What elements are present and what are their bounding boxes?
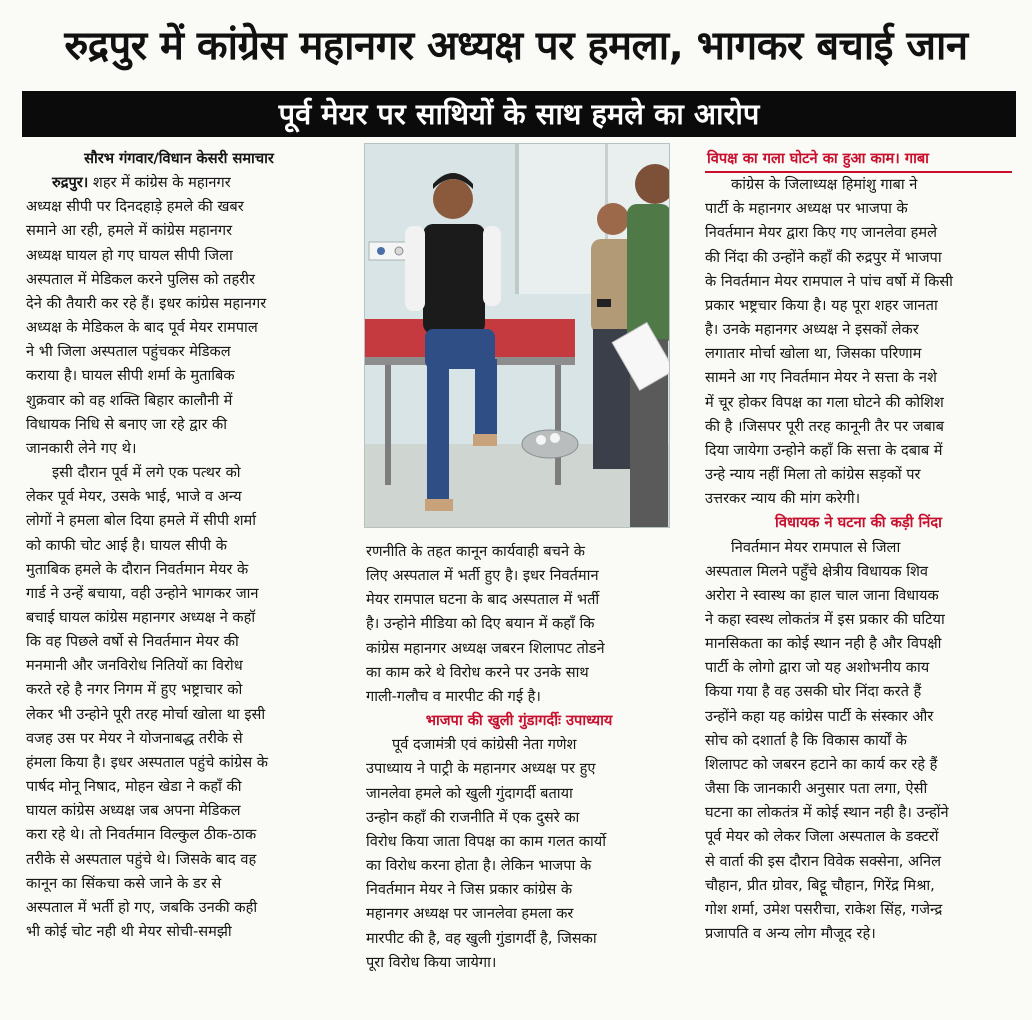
col3-line: लगातार मोर्चा खोला था, जिसका परिणाम (705, 345, 922, 363)
col1-line: करा रहे थे। तो निवर्तमान विल्कुल ठीक-ठाक (26, 826, 257, 844)
col1-line: विधायक निधि से बनाए जा रहे द्वार की (26, 415, 228, 433)
col1-line: बचाई घायल कांग्रेस महानगर अध्यक्ष ने कहॉ (26, 608, 256, 626)
col3-line: प्रजापति व अन्य लोग मौजूद रहे। (705, 925, 876, 942)
col2-line: लिए अस्पताल में भर्ती हुए है। इधर निवर्तमान (366, 567, 599, 585)
col1-line: गार्ड ने उन्हें बचाया, वही उन्होने भागकर जान (26, 584, 259, 602)
col1-line: घायल कांग्रेस अध्यक्ष जब अपना मेडिकल (26, 802, 241, 820)
col1-line: अस्पताल में भर्ती हो गए, जबकि उनकी कही (26, 898, 258, 916)
col3-line: से वार्ता की इस दौरान विवेक सक्सेना, अनिल (705, 852, 941, 870)
col1-line: अध्यक्ष के मेडिकल के बाद पूर्व मेयर रामपाल (26, 319, 258, 337)
col3-line: जैसा कि जानकारी अनुसार पता लगा, ऐसी (705, 780, 928, 798)
col3-line: पार्टी के महानगर अध्यक्ष पर भाजपा के (705, 200, 908, 218)
col1-line: अध्यक्ष सीपी पर दिनदहाड़े हमले की खबर (26, 198, 244, 216)
col1-line: कि वह पिछले वर्षो से निवर्तमान मेयर की (26, 633, 239, 651)
col3-line: अरोरा ने स्वास्थ का हाल चाल जाना विधायक (705, 586, 939, 604)
article-column-2 (366, 540, 672, 975)
col3-line: सामने आ गए निवर्तमान मेयर ने सत्ता के नशे (705, 369, 937, 387)
col1-line: को काफी चोट आई है। घायल सीपी के (26, 536, 227, 554)
dateline: रुद्रपुर। (52, 174, 89, 192)
col2-line: जानलेवा हमले को खुली गुंदागर्दी बताया (366, 784, 573, 802)
col2-line: पूर्व दजामंत्री एवं कांग्रेसी नेता गणेश (392, 736, 577, 754)
col1-line: कानून का सिंकचा कसे जाने के डर से (26, 874, 222, 892)
col1-line: भी कोई चोट नही थी मेयर सोची-समझी (26, 923, 232, 940)
col3-line: शिलापट को जबरन हटाने का कार्य कर रहे हैं (705, 755, 938, 773)
col1-line: लेकर भी उन्होने पूरी तरह मोर्चा खोला था इसी (26, 705, 266, 723)
col1-line: तरीके से अस्पताल पहुंचे थे। जिसके बाद वह (26, 850, 257, 868)
col3-line: कांग्रेस के जिलाध्यक्ष हिमांशु गाबा ने (731, 176, 918, 194)
col3-line: की है ।जिसपर पूरी तरह कानूनी तैर पर जबाब (705, 417, 944, 435)
col1-line: रुद्रपुर। शहर में कांग्रेस के महानगर (52, 174, 231, 192)
col2-line: उन्होन कहाँ की राजनीति में एक दुसरे का (366, 808, 580, 826)
col2-line: विरोध किया जाता विपक्ष का काम गलत कार्यो (366, 832, 607, 850)
col2-line: निवर्तमान मेयर ने जिस प्रकार कांग्रेस के (366, 881, 573, 899)
col1-line: मुताबिक हमले के दौरान निवर्तमान मेयर के (26, 560, 249, 578)
col3-line: उन्होंने कहा यह कांग्रेस पार्टी के संस्कार और (705, 707, 934, 725)
col2-line: रणनीति के तहत कानून कार्यवाही बचने के (366, 543, 585, 560)
subhead-mla: विधायक ने घटना की कड़ी निंदा (775, 514, 942, 532)
col2-line: महानगर अध्यक्ष पर जानलेवा हमला कर (366, 905, 574, 923)
col1-line: वजह उस पर मेयर ने योजनाबद्ध तरीके से (26, 729, 243, 747)
col1-line: ने भी जिला अस्पताल पहुंचकर मेडिकल (26, 343, 231, 361)
news-photo (364, 143, 670, 528)
col1-line: लेकर पूर्व मेयर, उसके भाई, भाजे व अन्य (26, 488, 242, 506)
col3-line: की निंदा की उन्होंने कहाँ की रुद्रपुर में भाजपा (705, 248, 942, 266)
subhead-upadhyay: भाजपा की खुली गुंडागर्दीः उपाध्याय (425, 712, 613, 730)
col1-line: अध्यक्ष घायल हो गए घायल सीपी जिला (26, 246, 233, 264)
subheadline-bar: पूर्व मेयर पर साथियों के साथ हमले का आरोप (22, 91, 1016, 137)
col2-line: मेयर रामपाल घटना के बाद अस्पताल में भर्ती (366, 591, 600, 609)
byline: सौरभ गंगवार/विधान केसरी समाचार (84, 150, 274, 167)
col3-line: पार्टी के लोगो द्वारा जो यह अशोभनीय काय (705, 659, 930, 677)
col3-line: मानसिकता का कोई स्थान नही है और विपक्षी (705, 635, 942, 653)
col2-line: गाली-गलौच व मारपीट की गई है। (366, 687, 541, 705)
col3-line: में चूर होकर विपक्ष का गला घोटने की कोशिश (705, 393, 944, 411)
col2-line: है। उन्होने मीडिया को दिए बयान में कहाँ कि (366, 615, 595, 633)
hospital-scene-illustration (365, 144, 670, 528)
col1-line: कराया है। घायल सीपी शर्मा के मुताबिक (26, 367, 235, 385)
col3-line: पूर्व मेयर को लेकर जिला अस्पताल के डक्टरों (705, 828, 939, 846)
col2-line: उपाध्याय ने पाट्री के महानगर अध्यक्ष पर हुए (366, 760, 596, 778)
subhead-gaba: विपक्ष का गला घोटने का हुआ काम। गाबा (705, 147, 1012, 173)
col1-line: अस्पताल में मेडिकल करने पुलिस को तहरीर (26, 270, 255, 288)
col2-line: का काम करे थे विरोध करने पर उनके साथ (366, 663, 589, 681)
article-column-1 (26, 147, 332, 944)
col1-line: हंमला किया है। इधर अस्पताल पहुंचे कांग्रेस के (26, 753, 268, 771)
headline: रुद्रपुर में कांग्रेस महानगर अध्यक्ष पर हमला, भागकर बचाई जान (64, 23, 968, 69)
col2-line: का विरोध करना होता है। लेकिन भाजपा के (366, 857, 592, 875)
col3-line: निवर्तमान मेयर रामपाल से जिला (731, 538, 901, 556)
col3-line: अस्पताल मिलने पहुँचे क्षेत्रीय विधायक शिव (705, 562, 929, 580)
col1-line: शुक्रवार को वह शक्ति बिहार कालौनी में (26, 391, 233, 409)
col3-line: निवर्तमान मेयर द्वारा किए गए जानलेवा हमले (705, 224, 938, 242)
col1-line: पार्षद मोनू निषाद, मोहन खेडा ने कहॉं की (26, 778, 242, 796)
col3-line: ने कहा स्वस्थ लोकतंत्र में इस प्रकार की घटिया (705, 610, 945, 628)
col1-line: करते रहे है नगर निगम में हुए भष्ट्राचार को (26, 681, 243, 699)
col2-line: पूरा विरोध किया जायेगा। (366, 953, 497, 971)
col3-line: चौहान, प्रीत ग्रोवर, बिट्टू चौहान, गिरेंद्र मिश्रा, (705, 876, 935, 894)
col3-line: उन्हे न्याय नहीं मिला तो कांग्रेस सड़कों पर (705, 466, 921, 484)
col3-line: किया गया है वह उसकी घोर निंदा करते हैं (705, 683, 922, 701)
col3-line: गोश शर्मा, उमेश पसरीचा, राकेश सिंह, गजेन्द्र (705, 900, 943, 918)
col3-line: प्रकार भष्ट्रचार किया है। यह पूरा शहर जानता (705, 296, 938, 314)
col2-line: कांग्रेस महानगर अध्यक्ष जबरन शिलापट तोडने (366, 639, 605, 657)
col1-line: समाने आ रही, हमले में कांग्रेस महानगर (26, 222, 233, 240)
col3-line: है। उनके महानगर अध्यक्ष ने इसकों लेकर (705, 321, 919, 339)
col3-line: के निवर्तमान मेयर रामपाल ने पांच वर्षो में किसी (705, 272, 953, 290)
col3-line: घटना का लोकतंत्र में कोई स्थान नही है। उन्होंने (705, 804, 949, 822)
col3-line: उत्तरकर न्याय की मांग करेगी। (705, 490, 861, 508)
col1-line: देने की तैयारी कर रहे हैं। इधर कांग्रेस महानगर (26, 294, 267, 312)
col1-line: मनमानी और जनविरोध नितियों का विरोध (26, 657, 243, 675)
col1-line: जानकारी लेने गए थे। (26, 439, 137, 457)
col3-line: सोच को दशार्ता है कि विकास कार्यों के (705, 731, 907, 749)
col2-line: मारपीट की है, वह खुली गुंडागर्दी है, जिसका (366, 929, 597, 947)
col3-line: दिया जायेगा उन्होने कहाँ कि सत्ता के दबाब में (705, 441, 943, 459)
col1-line: इसी दौरान पूर्व में लगे एक पत्थर को (52, 464, 241, 482)
col1-line: लोगों ने हमला बोल दिया हमले में सीपी शर्मा (26, 512, 257, 530)
article-column-3 (705, 147, 1012, 946)
